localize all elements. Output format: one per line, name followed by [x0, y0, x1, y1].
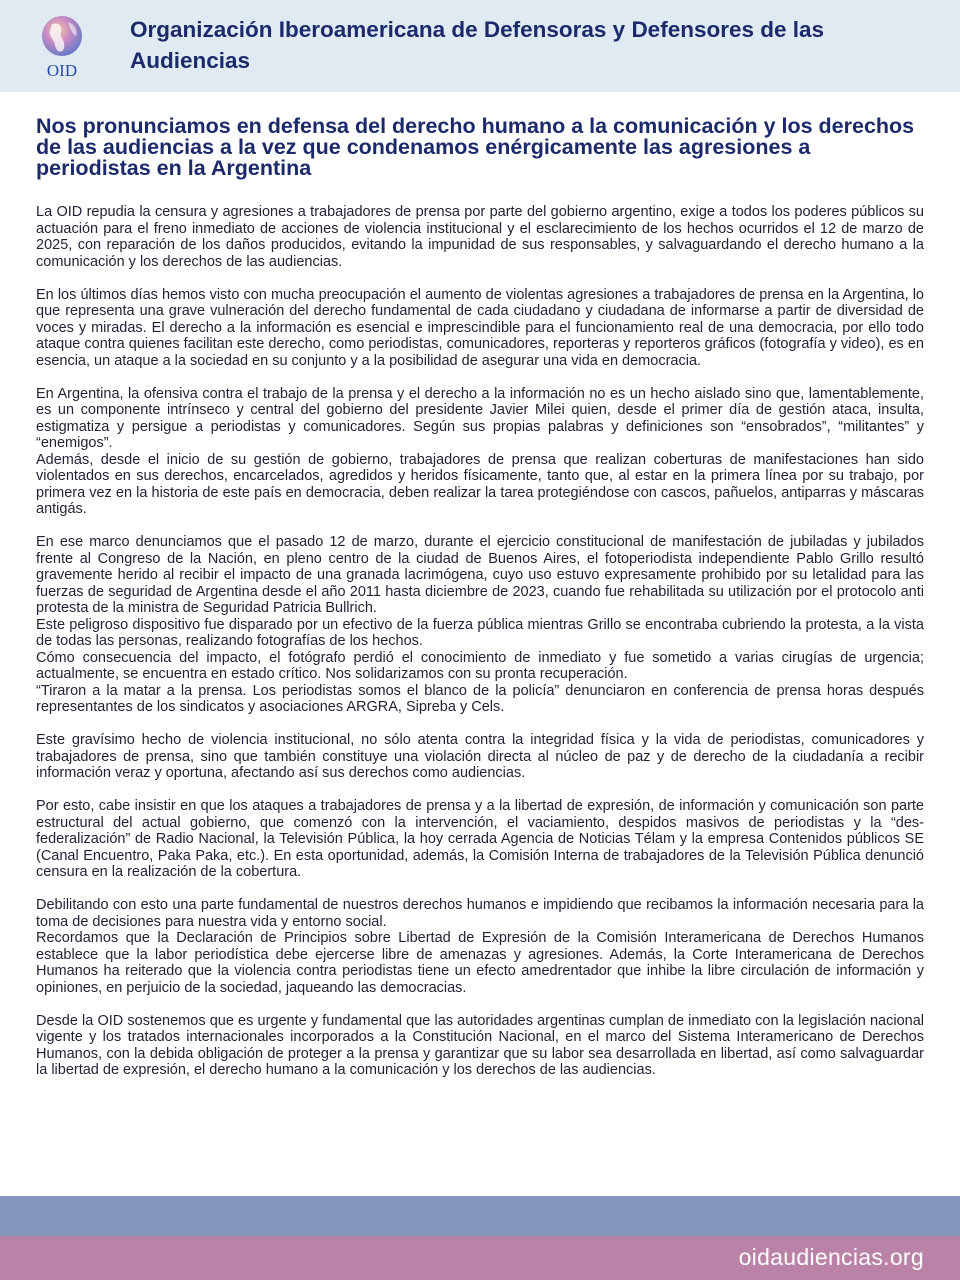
article-body	[36, 204, 924, 1095]
article-paragraph	[36, 1013, 924, 1079]
article-paragraph	[36, 798, 924, 881]
paragraph-line: Desde la OID sostenemos que es urgente y fundamental que las autoridades argentinas cumplan de inmediato con la legislación nacional vigente y los tratados internacionales incorporados a la Constitución Nacional, en el marco del Sistema Interamericano de Derechos Humanos, con la debida obligación de proteger a la prensa y garantizar que su labor sea desarrollada en libertad, así como salvaguardar la libertad de expresión, el derecho humano a la comunicación y los derechos de las audiencias.	[36, 1012, 924, 1078]
paragraph-line: En ese marco denunciamos que el pasado 12 de marzo, durante el ejercicio constitucional de manifestación de jubiladas y jubilados frente al Congreso de la Nación, en pleno centro de la ciudad de Buenos Aires, el fotoperiodista independiente Pablo Grillo resultó gravemente herido al recibir el impacto de una granada lacrimógena, cuyo uso estuvo expresamente prohibido por su letalidad para las fuerzas de seguridad de Argentina desde el año 2011 hasta diciembre de 2023, cuando fue rehabilitada su utilización por el protocolo anti protesta de la ministra de Seguridad Patricia Bullrich.	[36, 534, 924, 616]
paragraph-line: Este peligroso dispositivo fue disparado por un efectivo de la fuerza pública mientras Grillo se encontraba cubriendo la protesta, a la vista de todas las personas, realizando fotografías de los hechos.	[36, 616, 924, 649]
paragraph-line: “Tiraron a la matar a la prensa. Los periodistas somos el blanco de la policía” denunciaron en conferencia de prensa horas después representantes de los sindicatos y asociaciones ARGRA, Sipreba y Cels.	[36, 682, 924, 715]
organization-title: Organización Iberoamericana de Defensoras y Defensores de las Audiencias	[130, 17, 825, 73]
paragraph-line: Debilitando con esto una parte fundamental de nuestros derechos humanos e impidiendo que recibamos la información necesaria para la toma de decisiones para nuestra vida y entorno social.	[36, 897, 924, 930]
logo-text: OID	[46, 61, 78, 80]
article-paragraph	[36, 534, 924, 716]
paragraph-line: En Argentina, la ofensiva contra el trabajo de la prensa y el derecho a la información no es un hecho aislado sino que, lamentablemente, es un componente intrínseco y central del gobierno del presidente Javier Milei quien, desde el primer día de gestión ataca, insulta, estigmatiza y persigue a periodistas y comunicadores. Según sus propias palabras y definiciones son “ensobrados”, “militantes” y “enemigos”.	[36, 385, 924, 451]
article-paragraph	[36, 732, 924, 782]
paragraph-line: Este gravísimo hecho de violencia institucional, no sólo atenta contra la integridad física y la vida de periodistas, comunicadores y trabajadores de prensa, sino que también constituye una violación directa al núcleo de paz y de derecho de la ciudadanía a recibir información veraz y oportuna, afectando así sus derechos como audiencias.	[36, 732, 924, 781]
paragraph-line: Por esto, cabe insistir en que los ataques a trabajadores de prensa y a la libertad de expresión, de información y comunicación son parte estructural del actual gobierno, que comenzó con la intervención, el vaciamiento, despidos masivos de periodistas y la “des-federalización” de Radio Nacional, la Televisión Pública, la hoy cerrada Agencia de Noticias Télam y la empresa Contenidos públicos SE (Canal Encuentro, Paka Paka, etc.). En esta oportunidad, además, la Comisión Interna de trabajadores de la Televisión Pública denunció censura en la realización de la cobertura.	[36, 798, 924, 880]
paragraph-line: En los últimos días hemos visto con mucha preocupación el aumento de violentas agresiones a trabajadores de prensa en la Argentina, lo que representa una grave vulneración del derecho fundamental de cada ciudadano y ciudadana de informarse a partir de diversidad de voces y miradas. El derecho a la información es esencial e imprescindible para el funcionamiento real de una democracia, por ello todo ataque contra quienes facilitan este derecho, como periodistas, comunicadores, reporteras y reporteros gráficos (fotografía y video), es en esencia, un ataque a la sociedad en su conjunto y a la posibilidad de asegurar una vida en democracia.	[36, 286, 924, 369]
article-title: Nos pronunciamos en defensa del derecho humano a la comunicación y los derechos de las audiencias a la vez que condenamos enérgicamente las agresiones a periodistas en la Argentina	[36, 114, 915, 180]
article-paragraph	[36, 386, 924, 518]
paragraph-line: Cómo consecuencia del impacto, el fotógrafo perdió el conocimiento de inmediato y fue sometido a varias cirugías de urgencia; actualmente, se encuentra en estado crítico. Nos solidarizamos con su pronta recuperación.	[36, 649, 924, 682]
paragraph-line: La OID repudia la censura y agresiones a trabajadores de prensa por parte del gobierno argentino, exige a todos los poderes públicos su actuación para el freno inmediato de acciones de violencia institucional y el esclarecimiento de los hechos ocurridos el 12 de marzo de 2025, con reparación de los daños producidos, evitando la impunidad de sus responsables, y salvaguardando el derecho humano a la comunicación y los derechos de las audiencias.	[36, 204, 924, 270]
article-paragraph	[36, 287, 924, 370]
oid-logo-icon	[30, 12, 94, 82]
paragraph-line: Además, desde el inicio de su gestión de gobierno, trabajadores de prensa que realizan coberturas de manifestaciones han sido violentados en sus derechos, encarcelados, agredidos y heridos físicamente, tanto que, al estar en la primera línea por su trabajo, por primera vez en la historia de este país en democracia, deben realizar la tarea protegiéndose con cascos, pañuelos, antiparras y máscaras antigás.	[36, 451, 924, 517]
footer-stripe-blue	[0, 1196, 960, 1236]
header-banner	[0, 0, 960, 92]
footer-website-link[interactable]: oidaudiencias.org	[738, 1244, 924, 1270]
paragraph-line: Recordamos que la Declaración de Principios sobre Libertad de Expresión de la Comisión Interamericana de Derechos Humanos establece que la labor periodística debe ejercerse libre de amenazas y agresiones. Además, la Corte Interamericana de Derechos Humanos ha reiterado que la violencia contra periodistas tiene un efecto amedrentador que inhibe la libre circulación de información y opiniones, en perjuicio de la sociedad, jaqueando las democracias.	[36, 930, 924, 996]
article-paragraph	[36, 897, 924, 996]
article-paragraph	[36, 204, 924, 270]
